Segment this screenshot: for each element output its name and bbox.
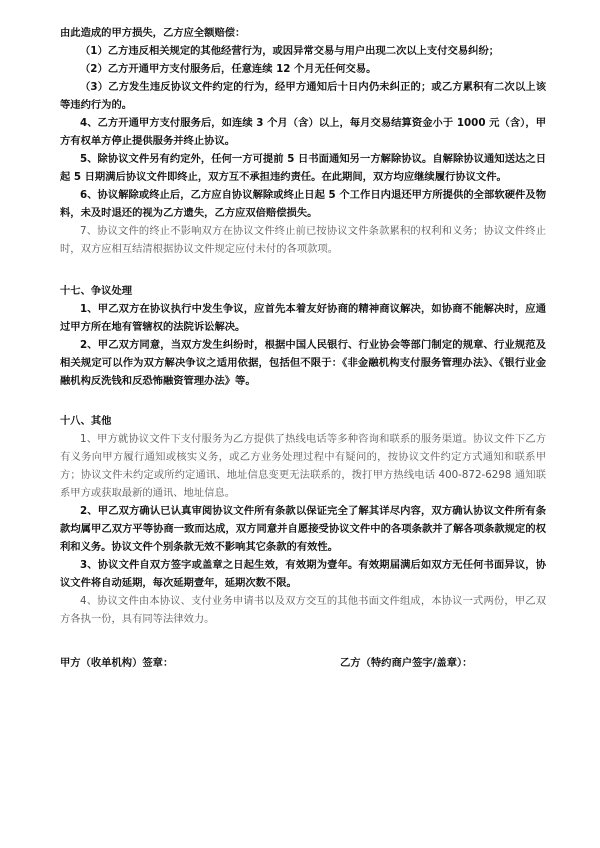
clause-18-2: 2、甲乙双方确认已认真审阅协议文件所有条款以保证完全了解其详尽内容，双方确认协议文件所有条款均属甲乙双方平等协商一致而达成，双方同意并自愿接受协议文件中的各项条款并了解各项条款规定的权利和义务。协议文件个别条款无效不影响其它条款的有效性。	[60, 505, 546, 553]
clause-4: 4、乙方开通甲方支付服务后，如连续 3 个月（含）以上，每月交易结算资金小于 1000 元（含），甲方有权单方停止提供服务并终止协议。	[60, 117, 546, 147]
item-1: （1）乙方违反相关规定的其他经营行为，或因异常交易与用户出现二次以上支付交易纠纷；	[80, 45, 500, 57]
item-2: （2）乙方开通甲方支付服务后，任意连续 12 个月无任何交易。	[80, 63, 377, 75]
party-a-signature-label: 甲方（收单机构）签章：	[60, 657, 174, 669]
clause-5: 5、除协议文件另有约定外，任何一方可提前 5 日书面通知另一方解除协议。自解除协议通知送达之日起 5 日期满后协议文件即终止，双方互不承担违约责任。在此期间，双方均应继续履行协议文件。	[60, 153, 546, 183]
clause-18-4: 4、协议文件由本协议、支付业务申请书以及双方交互的其他书面文件组成，本协议一式两份，甲乙双方各执一份，具有同等法律效力。	[60, 595, 546, 625]
clause-17-2: 2、甲乙双方同意，当双方发生纠纷时，根据中国人民银行、行业协会等部门制定的规章、行业规范及相关规定可以作为双方解决争议之适用依据，包括但不限于：《非金融机构支付服务管理办法》、《银行业金融机构反洗钱和反恐怖融资管理办法》等。	[60, 339, 546, 387]
clause-17-1: 1、甲乙双方在协议执行中发生争议，应首先本着友好协商的精神商议解决，如协商不能解决时，应通过甲方所在地有管辖权的法院诉讼解决。	[60, 303, 546, 333]
clause-6: 6、协议解除或终止后，乙方应自协议解除或终止日起 5 个工作日内退还甲方所提供的全部软硬件及物料，未及时退还的视为乙方遗失，乙方应双倍赔偿损失。	[60, 189, 546, 219]
party-b-signature-label: 乙方（特约商户签字/盖章）：	[340, 657, 473, 669]
section-18	[60, 412, 546, 628]
clause-7: 7、协议文件的终止不影响双方在协议文件终止前已按协议文件条款累积的权利和义务；协议文件终止时，双方应相互结清根据协议文件规定应付未付的各项款项。	[60, 225, 546, 255]
clause-18-3: 3、协议文件自双方签字或盖章之日起生效，有效期为壹年。有效期届满后如双方无任何书面异议，协议文件将自动延期，每次延期壹年，延期次数不限。	[60, 559, 546, 589]
section-17-heading: 十七、争议处理	[60, 285, 133, 297]
section-16-continued	[60, 24, 546, 258]
section-18-heading: 十八、其他	[60, 415, 112, 427]
clause-18-1: 1、甲方就协议文件下支付服务为乙方提供了热线电话等多种咨询和联系的服务渠道。协议文件下乙方有义务向甲方履行通知或核实义务，或乙方业务处理过程中有疑问的，按协议文件约定方式通知和联系甲方；协议文件未约定或所约定通讯、地址信息变更无法联系的，拨打甲方热线电话 400-872-6298 通知联系甲方或获取最新的通讯、地址信息。	[60, 433, 546, 499]
item-3: （3）乙方发生违反协议文件约定的行为，经甲方通知后十日内仍未纠正的；或乙方累积有二次以上该等违约行为的。	[60, 81, 546, 111]
paragraph-intro: 由此造成的甲方损失，乙方应全额赔偿：	[60, 27, 246, 39]
section-17	[60, 282, 546, 390]
